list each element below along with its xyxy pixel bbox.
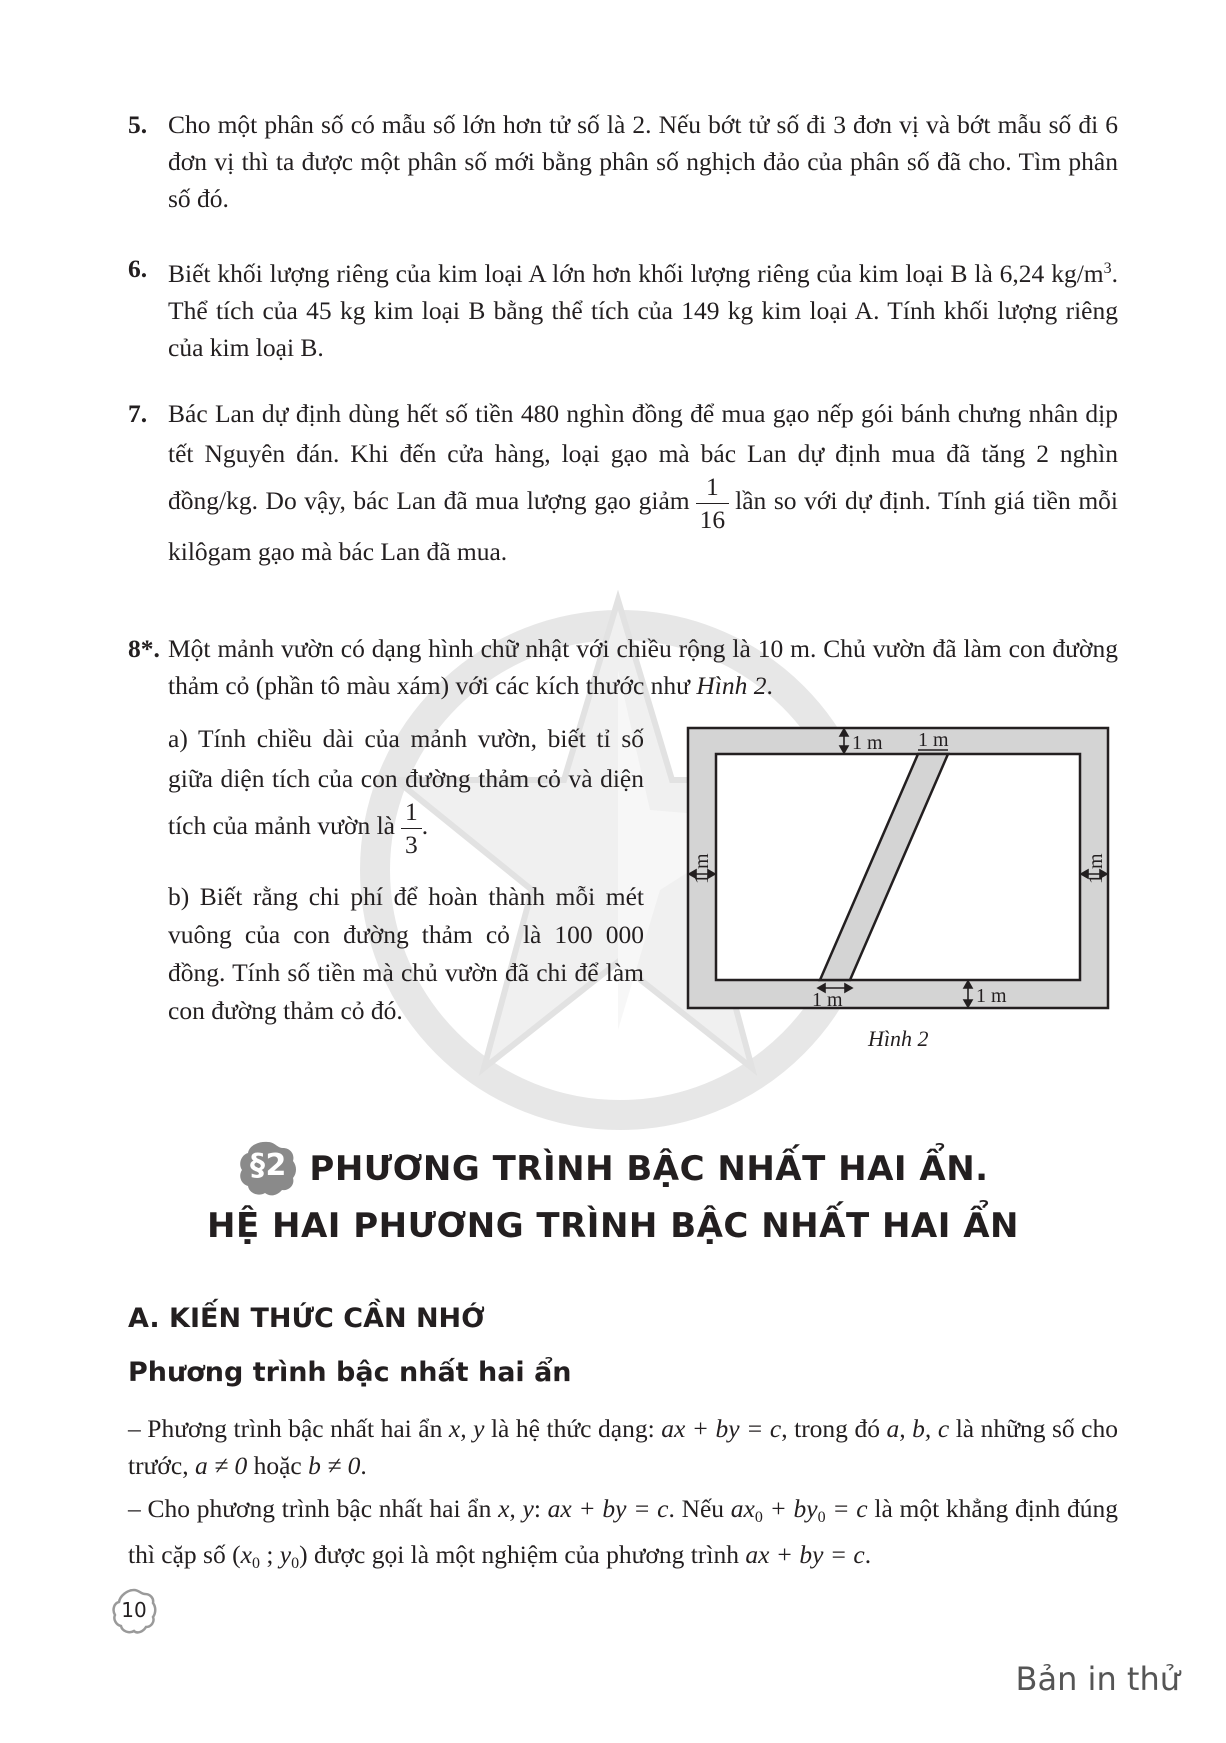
problem-6 [128, 250, 1118, 366]
problem-number: 7. [128, 399, 148, 428]
definition-paragraph-2: – Cho phương trình bậc nhất hai ẩn x, y: ax + by = c. Nếu $ax_0 + by_0 = c$ là một khẳng định đúng thì cặp số ($x_0$ ; $y_0$) được gọi là một nghiệm của phương trình ax + by = c. [128, 1494, 1119, 1572]
label-top: 1 m [852, 732, 883, 754]
problem-8-part-b: b) Biết rằng chi phí để hoàn thành mỗi mét vuông của con đường thảm cỏ là 100 000 đồng. Tính số tiền mà chủ vườn đã chi để làm con đường thảm cỏ đó. [168, 882, 644, 1025]
heading-subsection: Phương trình bậc nhất hai ẩn [128, 1357, 572, 1388]
figure-reference: Hình 2 [696, 671, 767, 700]
fraction: $\frac{1}{16}$ [696, 474, 730, 532]
label-top-diag: 1 m [918, 729, 949, 751]
label-right: 1 m [1085, 853, 1107, 884]
problem-text: Một mảnh vườn có dạng hình chữ nhật với chiều rộng là 10 m. Chủ vườn đã làm con đường thảm cỏ (phần tô màu xám) với các kích thước như Hình 2. [168, 634, 1118, 700]
problem-number: 8*. [128, 634, 160, 663]
section-badge: §2 [237, 1140, 299, 1198]
heading-knowledge: A. KIẾN THỨC CẦN NHỚ [128, 1303, 485, 1334]
section-title-line2: HỆ HAI PHƯƠNG TRÌNH BẬC NHẤT HAI ẨN [206, 1206, 1020, 1246]
section-title-text: PHƯƠNG TRÌNH BẬC NHẤT HAI ẨN. [309, 1149, 989, 1189]
problem-number: 5. [128, 110, 148, 139]
garden-figure [680, 724, 1130, 1044]
label-left: 1 m [691, 853, 713, 884]
label-bottom: 1 m [976, 985, 1007, 1007]
problem-text: Bác Lan dự định dùng hết số tiền 480 nghìn đồng để mua gạo nếp gói bánh chưng nhân dịp tết Nguyên đán. Khi đến cửa hàng, loại gạo mà bác Lan dự định mua đã tăng 2 nghìn đồng/kg. Do vậy, bác Lan đã mua lượng gạo giảm $\frac{1}{16}$ lần so với dự định. Tính giá tiền mỗi kilôgam gạo mà bác Lan đã mua. [168, 399, 1118, 566]
label-bottom-diag: 1 m [812, 989, 843, 1011]
problem-text: Biết khối lượng riêng của kim loại A lớn hơn khối lượng riêng của kim loại B là 6,24 $kg/m^3$. Thể tích của 45 kg kim loại B bằng thể tích của 149 kg kim loại A. Tính khối lượng riêng của kim loại B. [168, 259, 1118, 362]
definition-paragraph-1: – Phương trình bậc nhất hai ẩn x, y là hệ thức dạng: ax + by = c, trong đó a, b, c là những số cho trước, a ≠ 0 hoặc b ≠ 0. [128, 1414, 1118, 1480]
problem-number: 6. [128, 254, 148, 283]
problem-8 [128, 630, 1118, 704]
problem-text: Cho một phân số có mẫu số lớn hơn tử số là 2. Nếu bớt tử số đi 3 đơn vị và bớt mẫu số đi 6 đơn vị thì ta được một phân số mới bằng phân số nghịch đảo của phân số đã cho. Tìm phân số đó. [168, 110, 1118, 213]
figure-caption: Hình 2 [868, 1026, 929, 1051]
print-proof-note: Bản in thử [1015, 1660, 1180, 1698]
problem-5 [128, 106, 1118, 217]
section-title-line1 [0, 1140, 1226, 1198]
problem-8-part-a: a) Tính chiều dài của mảnh vườn, biết tỉ số giữa diện tích của con đường thảm cỏ và diện tích của mảnh vườn là $\frac{1}{3}$ . [168, 724, 644, 859]
fraction: $\frac{1}{3}$ [401, 799, 422, 857]
problem-7 [128, 394, 1118, 572]
page-number: 10 [110, 1588, 158, 1636]
